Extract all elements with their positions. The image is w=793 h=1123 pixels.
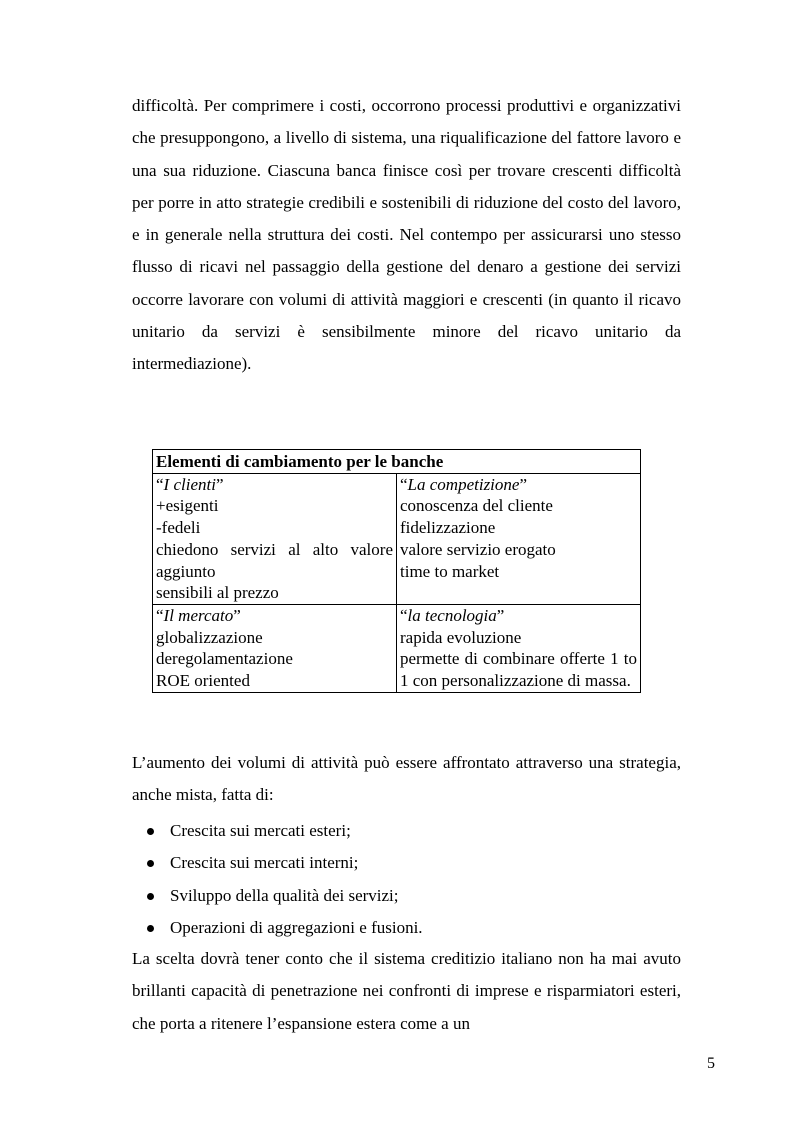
bullet-icon: [147, 828, 154, 835]
table-header-row: [153, 450, 641, 474]
list-item-text: Crescita sui mercati esteri;: [170, 821, 351, 840]
cell-tecnologia: [397, 604, 641, 692]
paragraph-intro: difficoltà. Per comprimere i costi, occorrono processi produttivi e organizzativi che presuppongono, a livello di sistema, una riqualificazione del fattore lavoro e una sua riduzione. Ciascuna banca finisce così per trovare crescenti difficoltà per porre in atto strategie credibili e sostenibili di riduzione del costo del lavoro, e in generale nella struttura dei costi. Nel contempo per assicurarsi uno stesso flusso di ricavi nel passaggio della gestione del denaro a gestione dei servizi occorre lavorare con volumi di attività maggiori e crescenti (in quanto il ricavo unitario da servizi è sensibilmente minore del ricavo unitario da intermediazione).: [132, 96, 681, 374]
table-row: [153, 604, 641, 692]
table-row: [153, 473, 641, 604]
list-item-text: Operazioni di aggregazioni e fusioni.: [170, 917, 423, 937]
cell-line: permette di combinare offerte 1 to 1 con personalizzazione di massa.: [400, 649, 637, 691]
paragraph-strategy: L’aumento dei volumi di attività può essere affrontato attraverso una strategia, anche mista, fatta di:: [132, 753, 681, 805]
cell-line: valore servizio erogato: [400, 539, 556, 559]
cell-line: globalizzazione: [156, 627, 263, 647]
list-item: [132, 847, 681, 879]
cell-title: “La competizione”: [400, 474, 527, 494]
list-item-text: Crescita sui mercati interni;: [170, 853, 359, 873]
cell-line: time to market: [400, 561, 500, 581]
cell-title-text: I clienti: [163, 474, 216, 494]
bullet-icon: [147, 893, 154, 900]
cell-title-text: Il mercato: [163, 605, 234, 625]
cell-line: deregolamentazione: [156, 649, 293, 669]
change-elements-table: [152, 449, 641, 693]
list-item: [132, 815, 681, 847]
cell-title: “Il mercato”: [156, 605, 241, 625]
cell-clienti: [153, 473, 397, 604]
bullet-icon: [147, 925, 154, 932]
list-item-text: Sviluppo della qualità dei servizi;: [170, 885, 399, 905]
cell-title: “I clienti”: [156, 474, 224, 494]
table-header: Elementi di cambiamento per le banche: [153, 450, 641, 474]
paragraph-conclusion: La scelta dovrà tener conto che il sistema creditizio italiano non ha mai avuto brillanti capacità di penetrazione nei confronti di imprese e risparmiatori esteri, che porta a ritenere l’espansione estera come a un: [132, 949, 681, 1033]
cell-title-text: La competizione: [407, 474, 520, 494]
list-item: [132, 912, 681, 944]
cell-line: rapida evoluzione: [400, 627, 522, 647]
cell-line: +esigenti: [156, 496, 219, 516]
page-number: 5: [707, 1055, 715, 1072]
cell-line: conoscenza del cliente: [400, 496, 553, 516]
bullet-icon: [147, 860, 154, 867]
cell-line: chiedono servizi al alto valore aggiunto: [156, 539, 393, 581]
cell-title-text: la tecnologia: [407, 605, 497, 625]
table: [152, 449, 641, 693]
strategy-bullet-list: [132, 815, 681, 944]
cell-line: ROE oriented: [156, 671, 250, 691]
cell-line: sensibili al prezzo: [156, 583, 279, 603]
cell-mercato: [153, 604, 397, 692]
cell-line: fidelizzazione: [400, 518, 496, 538]
cell-line: -fedeli: [156, 518, 201, 538]
list-item: [132, 880, 681, 912]
cell-competizione: [397, 473, 641, 604]
cell-title: “la tecnologia”: [400, 605, 505, 625]
